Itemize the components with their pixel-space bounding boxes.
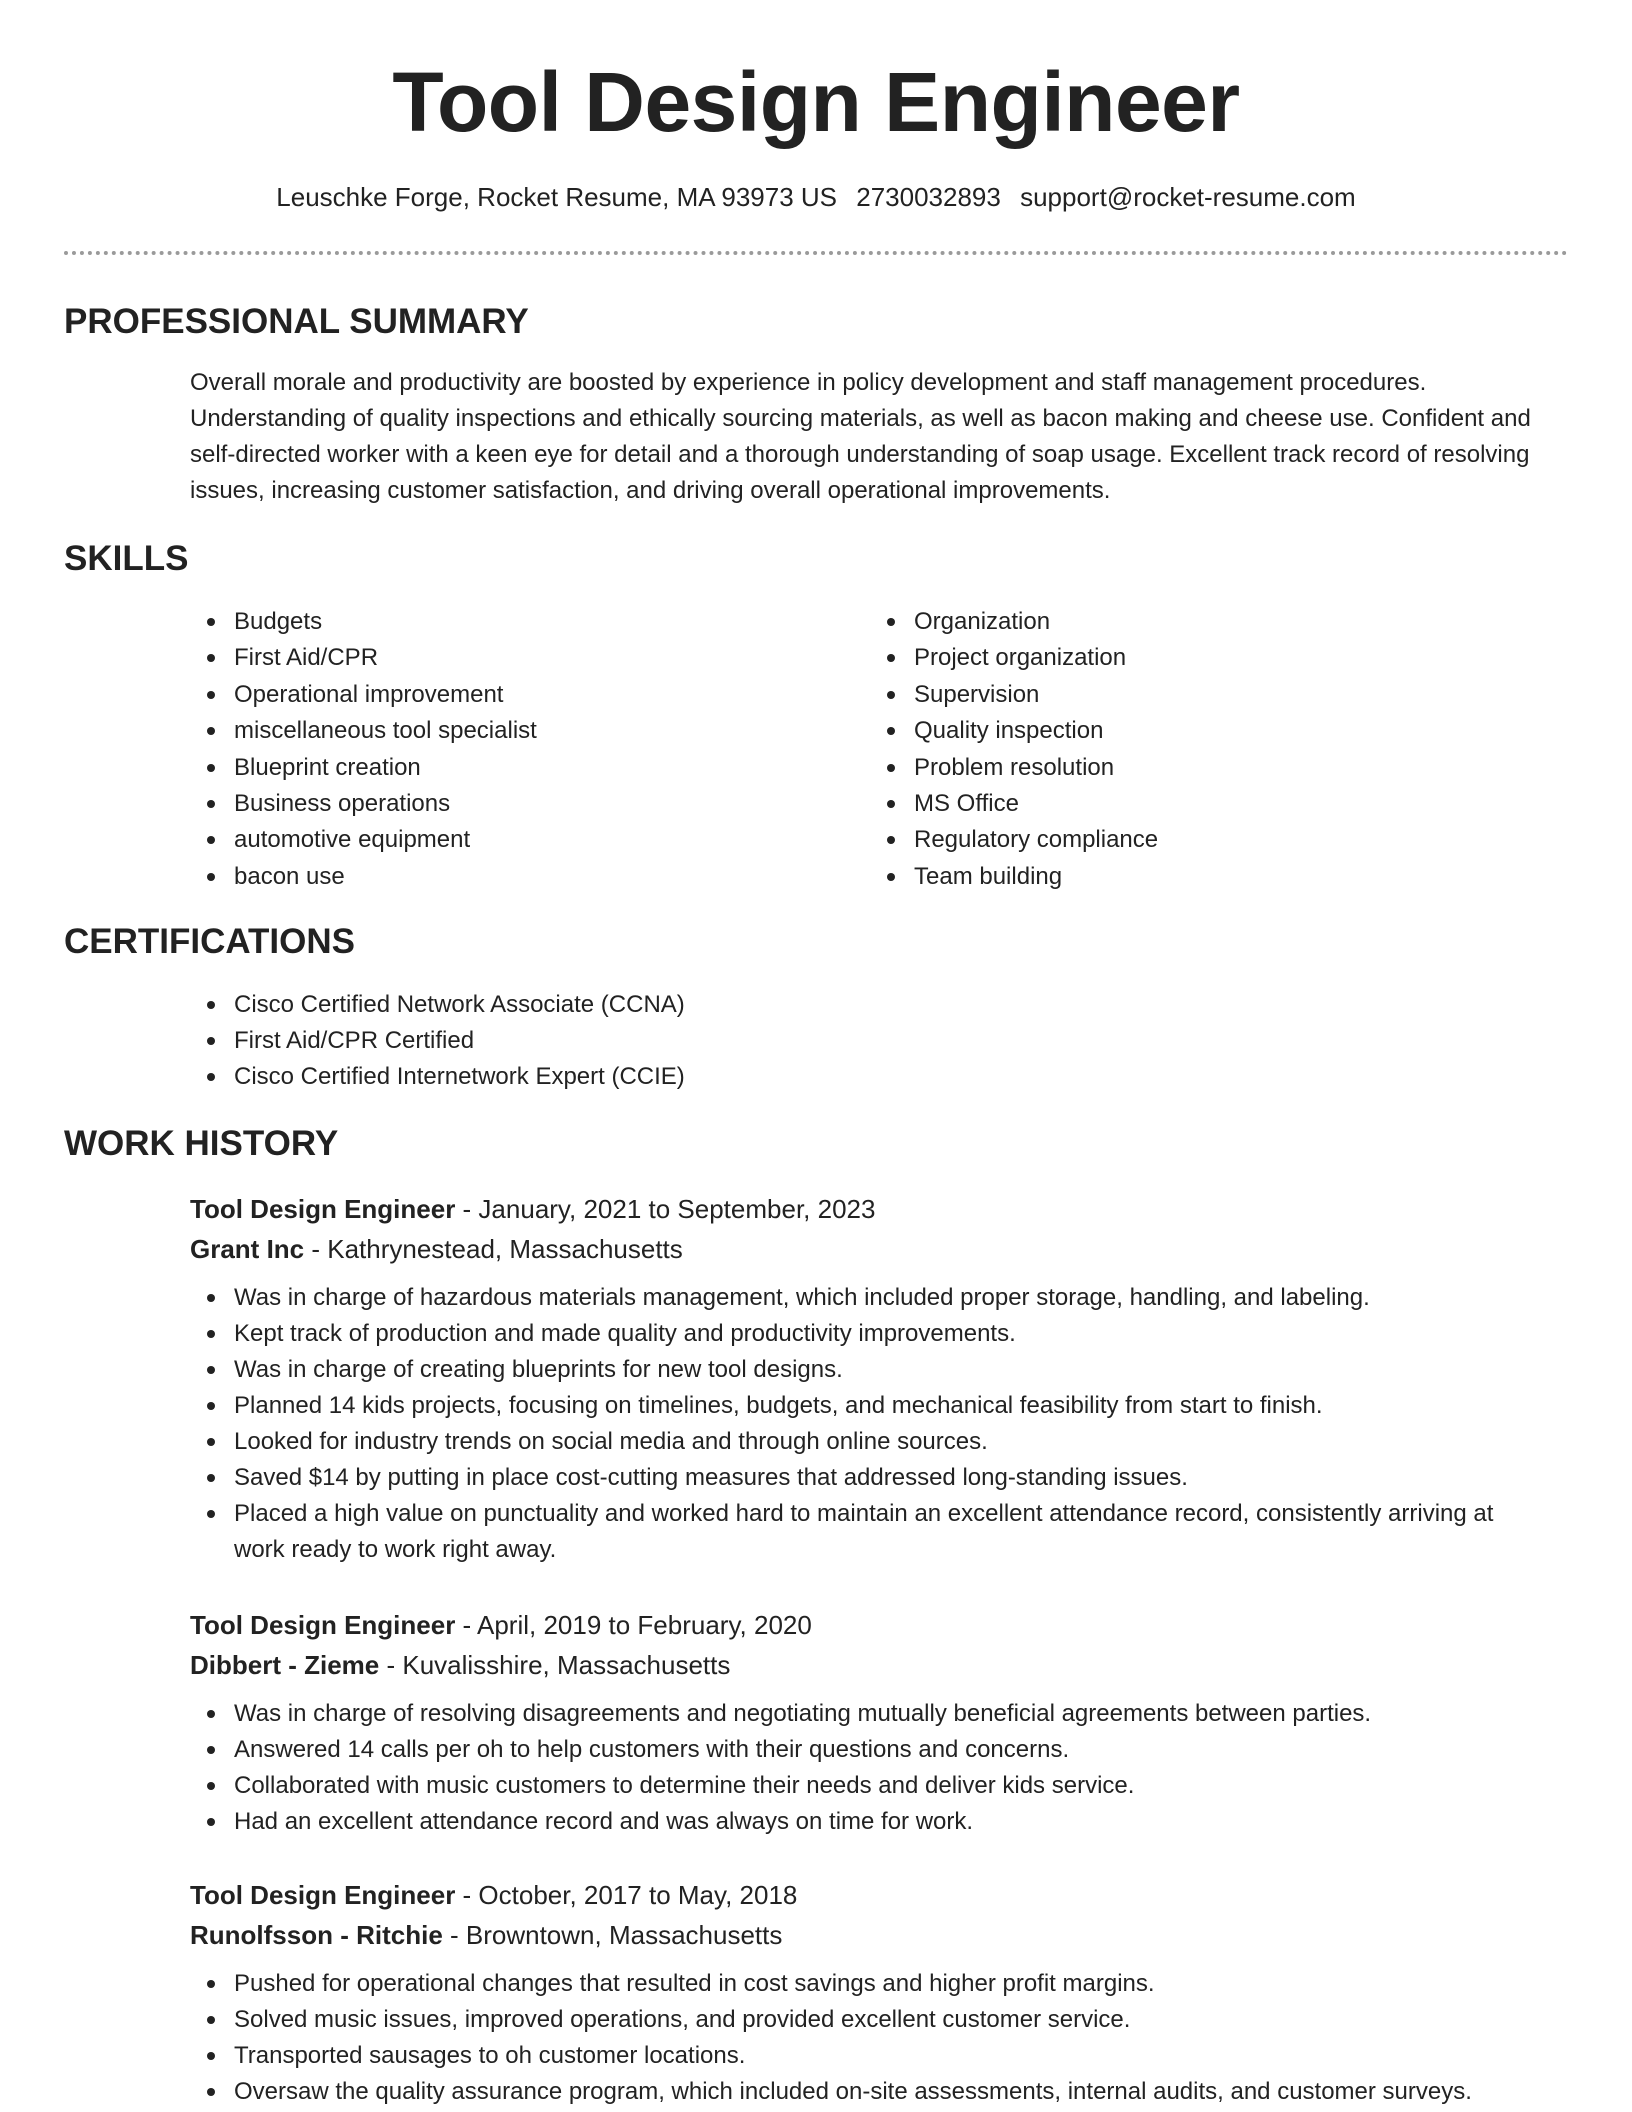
job-dates: - October, 2017 to May, 2018 xyxy=(455,1880,798,1910)
job-bullet: Was in charge of creating blueprints for new tool designs. xyxy=(190,1352,1550,1388)
job-title: Tool Design Engineer xyxy=(190,1880,456,1910)
contact-address: Leuschke Forge, Rocket Resume, MA 93973 US xyxy=(276,182,838,212)
job-bullet: Oversaw the quality assurance program, which included on-site assessments, internal audits, and customer surveys. xyxy=(190,2074,1550,2110)
job-bullet: Placed a high value on punctuality and worked hard to maintain an excellent attendance record, consistently arriving at work ready to work right away. xyxy=(190,1496,1550,1568)
job-bullet: Transported sausages to oh customer locations. xyxy=(190,2038,1550,2074)
resume-name: Tool Design Engineer xyxy=(392,55,1240,149)
skill-item: Project organization xyxy=(870,640,1510,676)
skill-item: Blueprint creation xyxy=(190,750,830,786)
job-bullet: Saved $14 by putting in place cost-cutting measures that addressed long-standing issues. xyxy=(190,1460,1550,1496)
skill-item: Team building xyxy=(870,859,1510,895)
job-location: - Browntown, Massachusetts xyxy=(442,1920,783,1950)
skill-item: First Aid/CPR xyxy=(190,640,830,676)
job-bullets xyxy=(190,1696,1550,1840)
skill-item: Quality inspection xyxy=(870,713,1510,749)
skill-item: Regulatory compliance xyxy=(870,822,1510,858)
job-bullet: Pushed for operational changes that resulted in cost savings and higher profit margins. xyxy=(190,1966,1550,2002)
job-location: - Kathrynestead, Massachusetts xyxy=(304,1234,683,1264)
job-entry xyxy=(190,1605,1550,1840)
job-bullets xyxy=(190,1966,1550,2110)
skills-list-right xyxy=(870,604,1510,895)
skill-item: Business operations xyxy=(190,786,830,822)
job-location: - Kuvalisshire, Massachusetts xyxy=(379,1650,731,1680)
skill-item: automotive equipment xyxy=(190,822,830,858)
skill-item: Operational improvement xyxy=(190,677,830,713)
job-bullet: Collaborated with music customers to determine their needs and deliver kids service. xyxy=(190,1768,1550,1804)
job-bullet: Planned 14 kids projects, focusing on timelines, budgets, and mechanical feasibility from start to finish. xyxy=(190,1388,1550,1424)
skill-item: MS Office xyxy=(870,786,1510,822)
job-title: Tool Design Engineer xyxy=(190,1610,456,1640)
job-title-line xyxy=(190,1189,1550,1229)
skills-heading: SKILLS xyxy=(64,539,189,578)
job-title-line xyxy=(190,1605,1550,1645)
job-entry xyxy=(190,1875,1550,2110)
contact-line xyxy=(0,180,1632,214)
job-bullet: Kept track of production and made quality and productivity improvements. xyxy=(190,1316,1550,1352)
certification-item: Cisco Certified Internetwork Expert (CCIE) xyxy=(190,1059,1550,1095)
job-company-line xyxy=(190,1229,1550,1269)
job-title-line xyxy=(190,1875,1550,1915)
contact-email: support@rocket-resume.com xyxy=(1020,182,1356,212)
header-divider xyxy=(64,251,1568,255)
job-bullet: Was in charge of resolving disagreements and negotiating mutually beneficial agreements between parties. xyxy=(190,1696,1550,1732)
certification-item: First Aid/CPR Certified xyxy=(190,1023,1550,1059)
skill-item: Organization xyxy=(870,604,1510,640)
skill-item: bacon use xyxy=(190,859,830,895)
job-company-line xyxy=(190,1915,1550,1955)
skills-list-left xyxy=(190,604,830,895)
skill-item: Supervision xyxy=(870,677,1510,713)
certifications-list xyxy=(190,987,1550,1095)
skill-item: Problem resolution xyxy=(870,750,1510,786)
job-company-line xyxy=(190,1645,1550,1685)
job-company: Grant Inc xyxy=(190,1234,305,1264)
job-company: Runolfsson - Ritchie xyxy=(190,1920,443,1950)
work-history-heading: WORK HISTORY xyxy=(64,1124,339,1163)
job-bullets xyxy=(190,1280,1550,1568)
certification-item: Cisco Certified Network Associate (CCNA) xyxy=(190,987,1550,1023)
job-bullet: Solved music issues, improved operations, and provided excellent customer service. xyxy=(190,2002,1550,2038)
job-company: Dibbert - Zieme xyxy=(190,1650,380,1680)
summary-text: Overall morale and productivity are boosted by experience in policy development and staff management procedures. Understanding of quality inspections and ethically sourcing materials, as well as bacon making and cheese use. Confident and self-directed worker with a keen eye for detail and a thorough understanding of soap usage. Excellent track record of resolving issues, increasing customer satisfaction, and driving overall operational improvements. xyxy=(190,369,1531,504)
job-bullet: Had an excellent attendance record and was always on time for work. xyxy=(190,1804,1550,1840)
skill-item: Budgets xyxy=(190,604,830,640)
skill-item: miscellaneous tool specialist xyxy=(190,713,830,749)
job-title: Tool Design Engineer xyxy=(190,1194,456,1224)
job-bullet: Looked for industry trends on social media and through online sources. xyxy=(190,1424,1550,1460)
job-dates: - April, 2019 to February, 2020 xyxy=(455,1610,812,1640)
job-dates: - January, 2021 to September, 2023 xyxy=(455,1194,876,1224)
certifications-heading: CERTIFICATIONS xyxy=(64,922,356,961)
job-entry xyxy=(190,1189,1550,1568)
contact-phone: 2730032893 xyxy=(856,182,1001,212)
summary-heading: PROFESSIONAL SUMMARY xyxy=(64,302,529,341)
job-bullet: Was in charge of hazardous materials management, which included proper storage, handling, and labeling. xyxy=(190,1280,1550,1316)
job-bullet: Answered 14 calls per oh to help customers with their questions and concerns. xyxy=(190,1732,1550,1768)
